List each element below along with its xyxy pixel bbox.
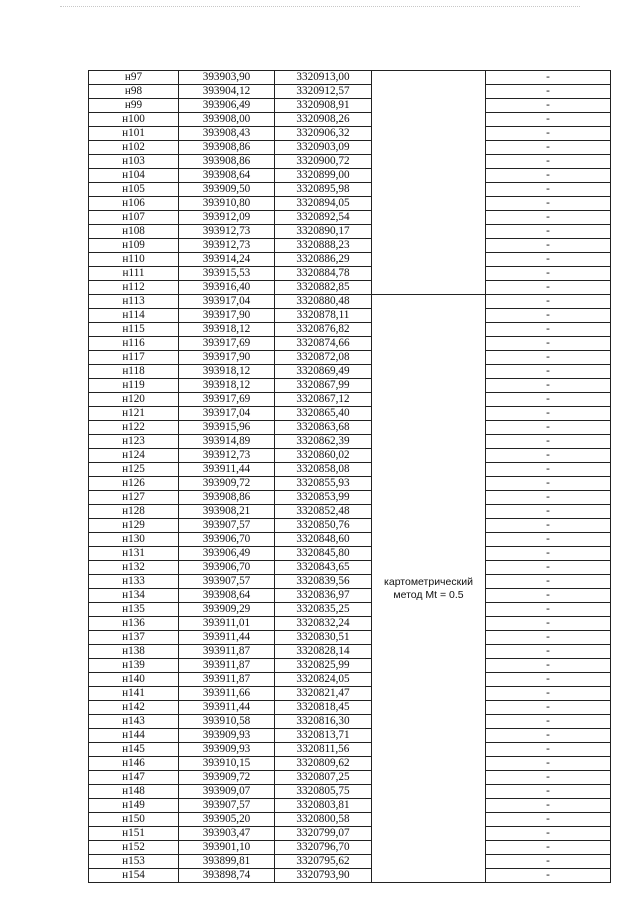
table-row xyxy=(89,225,611,239)
y-coordinate-cell: 3320862,39 xyxy=(275,435,372,449)
table-row xyxy=(89,589,611,603)
x-coordinate-cell: 393911,87 xyxy=(179,673,275,687)
point-id-cell: н111 xyxy=(89,267,179,281)
table-row xyxy=(89,701,611,715)
table-row xyxy=(89,141,611,155)
point-id-cell: н100 xyxy=(89,113,179,127)
x-coordinate-cell: 393911,66 xyxy=(179,687,275,701)
note-cell: - xyxy=(486,799,611,813)
point-id-cell: н122 xyxy=(89,421,179,435)
note-cell: - xyxy=(486,393,611,407)
x-coordinate-cell: 393908,86 xyxy=(179,155,275,169)
note-cell: - xyxy=(486,141,611,155)
point-id-cell: н108 xyxy=(89,225,179,239)
x-coordinate-cell: 393909,07 xyxy=(179,785,275,799)
y-coordinate-cell: 3320853,99 xyxy=(275,491,372,505)
point-id-cell: н154 xyxy=(89,869,179,883)
y-coordinate-cell: 3320816,30 xyxy=(275,715,372,729)
table-row xyxy=(89,127,611,141)
y-coordinate-cell: 3320843,65 xyxy=(275,561,372,575)
x-coordinate-cell: 393901,10 xyxy=(179,841,275,855)
y-coordinate-cell: 3320908,26 xyxy=(275,113,372,127)
note-cell: - xyxy=(486,631,611,645)
y-coordinate-cell: 3320884,78 xyxy=(275,267,372,281)
x-coordinate-cell: 393917,69 xyxy=(179,337,275,351)
point-id-cell: н135 xyxy=(89,603,179,617)
note-cell: - xyxy=(486,589,611,603)
point-id-cell: н145 xyxy=(89,743,179,757)
x-coordinate-cell: 393903,90 xyxy=(179,71,275,85)
table-row xyxy=(89,757,611,771)
x-coordinate-cell: 393910,15 xyxy=(179,757,275,771)
y-coordinate-cell: 3320903,09 xyxy=(275,141,372,155)
point-id-cell: н114 xyxy=(89,309,179,323)
point-id-cell: н115 xyxy=(89,323,179,337)
table-row xyxy=(89,407,611,421)
note-cell: - xyxy=(486,869,611,883)
x-coordinate-cell: 393917,90 xyxy=(179,309,275,323)
y-coordinate-cell: 3320821,47 xyxy=(275,687,372,701)
note-cell: - xyxy=(486,617,611,631)
x-coordinate-cell: 393911,01 xyxy=(179,617,275,631)
point-id-cell: н131 xyxy=(89,547,179,561)
x-coordinate-cell: 393911,87 xyxy=(179,645,275,659)
x-coordinate-cell: 393908,64 xyxy=(179,589,275,603)
x-coordinate-cell: 393915,96 xyxy=(179,421,275,435)
note-cell: - xyxy=(486,827,611,841)
x-coordinate-cell: 393909,29 xyxy=(179,603,275,617)
note-cell: - xyxy=(486,295,611,309)
y-coordinate-cell: 3320796,70 xyxy=(275,841,372,855)
table-row xyxy=(89,673,611,687)
x-coordinate-cell: 393917,90 xyxy=(179,351,275,365)
note-cell: - xyxy=(486,211,611,225)
y-coordinate-cell: 3320895,98 xyxy=(275,183,372,197)
note-cell: - xyxy=(486,743,611,757)
note-cell: - xyxy=(486,421,611,435)
point-id-cell: н109 xyxy=(89,239,179,253)
table-row xyxy=(89,519,611,533)
y-coordinate-cell: 3320852,48 xyxy=(275,505,372,519)
x-coordinate-cell: 393907,57 xyxy=(179,799,275,813)
y-coordinate-cell: 3320912,57 xyxy=(275,85,372,99)
table-row xyxy=(89,533,611,547)
note-cell: - xyxy=(486,253,611,267)
x-coordinate-cell: 393917,04 xyxy=(179,295,275,309)
point-id-cell: н150 xyxy=(89,813,179,827)
table-row xyxy=(89,715,611,729)
y-coordinate-cell: 3320825,99 xyxy=(275,659,372,673)
x-coordinate-cell: 393908,86 xyxy=(179,141,275,155)
x-coordinate-cell: 393906,70 xyxy=(179,561,275,575)
point-id-cell: н107 xyxy=(89,211,179,225)
point-id-cell: н142 xyxy=(89,701,179,715)
note-cell: - xyxy=(486,183,611,197)
table-row xyxy=(89,239,611,253)
table-row xyxy=(89,603,611,617)
y-coordinate-cell: 3320807,25 xyxy=(275,771,372,785)
table-row xyxy=(89,421,611,435)
note-cell: - xyxy=(486,435,611,449)
y-coordinate-cell: 3320795,62 xyxy=(275,855,372,869)
note-cell: - xyxy=(486,169,611,183)
table-row xyxy=(89,295,611,309)
x-coordinate-cell: 393909,50 xyxy=(179,183,275,197)
y-coordinate-cell: 3320828,14 xyxy=(275,645,372,659)
table-row xyxy=(89,281,611,295)
point-id-cell: н151 xyxy=(89,827,179,841)
x-coordinate-cell: 393918,12 xyxy=(179,323,275,337)
point-id-cell: н121 xyxy=(89,407,179,421)
point-id-cell: н105 xyxy=(89,183,179,197)
table-row xyxy=(89,379,611,393)
table-row xyxy=(89,645,611,659)
y-coordinate-cell: 3320882,85 xyxy=(275,281,372,295)
y-coordinate-cell: 3320908,91 xyxy=(275,99,372,113)
y-coordinate-cell: 3320869,49 xyxy=(275,365,372,379)
point-id-cell: н138 xyxy=(89,645,179,659)
point-id-cell: н99 xyxy=(89,99,179,113)
y-coordinate-cell: 3320805,75 xyxy=(275,785,372,799)
note-cell: - xyxy=(486,477,611,491)
note-cell: - xyxy=(486,771,611,785)
y-coordinate-cell: 3320906,32 xyxy=(275,127,372,141)
x-coordinate-cell: 393904,12 xyxy=(179,85,275,99)
note-cell: - xyxy=(486,365,611,379)
table-row xyxy=(89,771,611,785)
note-cell: - xyxy=(486,491,611,505)
table-row xyxy=(89,183,611,197)
table-row xyxy=(89,547,611,561)
point-id-cell: н146 xyxy=(89,757,179,771)
scan-artifact-line xyxy=(60,6,580,11)
coordinates-table xyxy=(88,70,611,883)
note-cell: - xyxy=(486,113,611,127)
table-row xyxy=(89,197,611,211)
note-cell: - xyxy=(486,155,611,169)
point-id-cell: н98 xyxy=(89,85,179,99)
note-cell: - xyxy=(486,659,611,673)
table-row xyxy=(89,505,611,519)
point-id-cell: н113 xyxy=(89,295,179,309)
note-cell: - xyxy=(486,225,611,239)
x-coordinate-cell: 393908,64 xyxy=(179,169,275,183)
y-coordinate-cell: 3320880,48 xyxy=(275,295,372,309)
y-coordinate-cell: 3320800,58 xyxy=(275,813,372,827)
point-id-cell: н139 xyxy=(89,659,179,673)
table-row xyxy=(89,169,611,183)
note-cell: - xyxy=(486,547,611,561)
point-id-cell: н133 xyxy=(89,575,179,589)
x-coordinate-cell: 393915,53 xyxy=(179,267,275,281)
point-id-cell: н118 xyxy=(89,365,179,379)
note-cell: - xyxy=(486,729,611,743)
table-row xyxy=(89,729,611,743)
note-cell: - xyxy=(486,407,611,421)
note-cell: - xyxy=(486,785,611,799)
note-cell: - xyxy=(486,197,611,211)
y-coordinate-cell: 3320874,66 xyxy=(275,337,372,351)
note-cell: - xyxy=(486,463,611,477)
point-id-cell: н123 xyxy=(89,435,179,449)
y-coordinate-cell: 3320813,71 xyxy=(275,729,372,743)
point-id-cell: н149 xyxy=(89,799,179,813)
y-coordinate-cell: 3320872,08 xyxy=(275,351,372,365)
x-coordinate-cell: 393907,57 xyxy=(179,575,275,589)
x-coordinate-cell: 393910,80 xyxy=(179,197,275,211)
point-id-cell: н102 xyxy=(89,141,179,155)
y-coordinate-cell: 3320835,25 xyxy=(275,603,372,617)
note-cell: - xyxy=(486,449,611,463)
note-cell: - xyxy=(486,533,611,547)
y-coordinate-cell: 3320863,68 xyxy=(275,421,372,435)
x-coordinate-cell: 393918,12 xyxy=(179,379,275,393)
x-coordinate-cell: 393908,43 xyxy=(179,127,275,141)
note-cell: - xyxy=(486,687,611,701)
table-row xyxy=(89,813,611,827)
y-coordinate-cell: 3320818,45 xyxy=(275,701,372,715)
note-cell: - xyxy=(486,715,611,729)
y-coordinate-cell: 3320878,11 xyxy=(275,309,372,323)
point-id-cell: н101 xyxy=(89,127,179,141)
x-coordinate-cell: 393908,86 xyxy=(179,491,275,505)
x-coordinate-cell: 393906,49 xyxy=(179,547,275,561)
x-coordinate-cell: 393908,00 xyxy=(179,113,275,127)
point-id-cell: н119 xyxy=(89,379,179,393)
point-id-cell: н140 xyxy=(89,673,179,687)
table-row xyxy=(89,337,611,351)
y-coordinate-cell: 3320839,56 xyxy=(275,575,372,589)
x-coordinate-cell: 393906,70 xyxy=(179,533,275,547)
note-cell: - xyxy=(486,673,611,687)
coordinates-table-body xyxy=(89,71,611,883)
table-row xyxy=(89,365,611,379)
table-row xyxy=(89,351,611,365)
y-coordinate-cell: 3320899,00 xyxy=(275,169,372,183)
point-id-cell: н129 xyxy=(89,519,179,533)
x-coordinate-cell: 393916,40 xyxy=(179,281,275,295)
point-id-cell: н116 xyxy=(89,337,179,351)
x-coordinate-cell: 393917,69 xyxy=(179,393,275,407)
point-id-cell: н136 xyxy=(89,617,179,631)
table-row xyxy=(89,575,611,589)
y-coordinate-cell: 3320824,05 xyxy=(275,673,372,687)
coordinates-table-container xyxy=(88,70,610,883)
point-id-cell: н144 xyxy=(89,729,179,743)
point-id-cell: н143 xyxy=(89,715,179,729)
note-cell: - xyxy=(486,337,611,351)
table-row xyxy=(89,309,611,323)
point-id-cell: н106 xyxy=(89,197,179,211)
note-cell: - xyxy=(486,855,611,869)
point-id-cell: н137 xyxy=(89,631,179,645)
note-cell: - xyxy=(486,645,611,659)
table-row xyxy=(89,71,611,85)
x-coordinate-cell: 393908,21 xyxy=(179,505,275,519)
x-coordinate-cell: 393914,24 xyxy=(179,253,275,267)
x-coordinate-cell: 393911,44 xyxy=(179,463,275,477)
note-cell: - xyxy=(486,603,611,617)
x-coordinate-cell: 393909,72 xyxy=(179,477,275,491)
point-id-cell: н103 xyxy=(89,155,179,169)
y-coordinate-cell: 3320886,29 xyxy=(275,253,372,267)
y-coordinate-cell: 3320867,99 xyxy=(275,379,372,393)
x-coordinate-cell: 393906,49 xyxy=(179,99,275,113)
table-row xyxy=(89,491,611,505)
table-row xyxy=(89,799,611,813)
point-id-cell: н147 xyxy=(89,771,179,785)
table-row xyxy=(89,617,611,631)
note-cell: - xyxy=(486,323,611,337)
y-coordinate-cell: 3320850,76 xyxy=(275,519,372,533)
x-coordinate-cell: 393903,47 xyxy=(179,827,275,841)
point-id-cell: н126 xyxy=(89,477,179,491)
y-coordinate-cell: 3320865,40 xyxy=(275,407,372,421)
y-coordinate-cell: 3320848,60 xyxy=(275,533,372,547)
table-row xyxy=(89,687,611,701)
note-cell: - xyxy=(486,351,611,365)
point-id-cell: н132 xyxy=(89,561,179,575)
y-coordinate-cell: 3320855,93 xyxy=(275,477,372,491)
note-cell: - xyxy=(486,841,611,855)
note-cell: - xyxy=(486,281,611,295)
x-coordinate-cell: 393907,57 xyxy=(179,519,275,533)
y-coordinate-cell: 3320858,08 xyxy=(275,463,372,477)
y-coordinate-cell: 3320830,51 xyxy=(275,631,372,645)
table-row xyxy=(89,449,611,463)
y-coordinate-cell: 3320860,02 xyxy=(275,449,372,463)
point-id-cell: н152 xyxy=(89,841,179,855)
table-row xyxy=(89,323,611,337)
point-id-cell: н97 xyxy=(89,71,179,85)
table-row xyxy=(89,561,611,575)
table-row xyxy=(89,155,611,169)
table-row xyxy=(89,743,611,757)
y-coordinate-cell: 3320836,97 xyxy=(275,589,372,603)
point-id-cell: н130 xyxy=(89,533,179,547)
x-coordinate-cell: 393917,04 xyxy=(179,407,275,421)
x-coordinate-cell: 393912,73 xyxy=(179,225,275,239)
point-id-cell: н134 xyxy=(89,589,179,603)
point-id-cell: н110 xyxy=(89,253,179,267)
x-coordinate-cell: 393912,09 xyxy=(179,211,275,225)
point-id-cell: н141 xyxy=(89,687,179,701)
x-coordinate-cell: 393914,89 xyxy=(179,435,275,449)
table-row xyxy=(89,211,611,225)
note-cell: - xyxy=(486,519,611,533)
y-coordinate-cell: 3320811,56 xyxy=(275,743,372,757)
point-id-cell: н125 xyxy=(89,463,179,477)
x-coordinate-cell: 393911,44 xyxy=(179,631,275,645)
y-coordinate-cell: 3320900,72 xyxy=(275,155,372,169)
table-row xyxy=(89,841,611,855)
table-row xyxy=(89,631,611,645)
note-cell: - xyxy=(486,757,611,771)
table-row xyxy=(89,99,611,113)
note-cell: - xyxy=(486,267,611,281)
table-row xyxy=(89,827,611,841)
point-id-cell: н117 xyxy=(89,351,179,365)
y-coordinate-cell: 3320793,90 xyxy=(275,869,372,883)
x-coordinate-cell: 393899,81 xyxy=(179,855,275,869)
x-coordinate-cell: 393911,44 xyxy=(179,701,275,715)
point-id-cell: н104 xyxy=(89,169,179,183)
x-coordinate-cell: 393911,87 xyxy=(179,659,275,673)
x-coordinate-cell: 393909,93 xyxy=(179,729,275,743)
point-id-cell: н124 xyxy=(89,449,179,463)
table-row xyxy=(89,85,611,99)
point-id-cell: н128 xyxy=(89,505,179,519)
y-coordinate-cell: 3320892,54 xyxy=(275,211,372,225)
table-row xyxy=(89,253,611,267)
y-coordinate-cell: 3320867,12 xyxy=(275,393,372,407)
x-coordinate-cell: 393912,73 xyxy=(179,449,275,463)
table-row xyxy=(89,869,611,883)
point-id-cell: н112 xyxy=(89,281,179,295)
table-row xyxy=(89,393,611,407)
method-cell-block-2: картометрический метод Mt = 0.5 xyxy=(372,295,486,883)
table-row xyxy=(89,463,611,477)
y-coordinate-cell: 3320890,17 xyxy=(275,225,372,239)
x-coordinate-cell: 393910,58 xyxy=(179,715,275,729)
y-coordinate-cell: 3320888,23 xyxy=(275,239,372,253)
note-cell: - xyxy=(486,85,611,99)
note-cell: - xyxy=(486,99,611,113)
x-coordinate-cell: 393912,73 xyxy=(179,239,275,253)
x-coordinate-cell: 393909,72 xyxy=(179,771,275,785)
note-cell: - xyxy=(486,127,611,141)
note-cell: - xyxy=(486,309,611,323)
table-row xyxy=(89,659,611,673)
point-id-cell: н120 xyxy=(89,393,179,407)
table-row xyxy=(89,785,611,799)
table-row xyxy=(89,477,611,491)
x-coordinate-cell: 393898,74 xyxy=(179,869,275,883)
note-cell: - xyxy=(486,561,611,575)
y-coordinate-cell: 3320799,07 xyxy=(275,827,372,841)
y-coordinate-cell: 3320876,82 xyxy=(275,323,372,337)
note-cell: - xyxy=(486,575,611,589)
point-id-cell: н127 xyxy=(89,491,179,505)
y-coordinate-cell: 3320832,24 xyxy=(275,617,372,631)
y-coordinate-cell: 3320803,81 xyxy=(275,799,372,813)
note-cell: - xyxy=(486,701,611,715)
y-coordinate-cell: 3320913,00 xyxy=(275,71,372,85)
x-coordinate-cell: 393918,12 xyxy=(179,365,275,379)
note-cell: - xyxy=(486,379,611,393)
table-row xyxy=(89,113,611,127)
note-cell: - xyxy=(486,71,611,85)
point-id-cell: н153 xyxy=(89,855,179,869)
y-coordinate-cell: 3320894,05 xyxy=(275,197,372,211)
y-coordinate-cell: 3320809,62 xyxy=(275,757,372,771)
table-row xyxy=(89,435,611,449)
method-cell-block-1 xyxy=(372,71,486,295)
note-cell: - xyxy=(486,813,611,827)
point-id-cell: н148 xyxy=(89,785,179,799)
x-coordinate-cell: 393905,20 xyxy=(179,813,275,827)
x-coordinate-cell: 393909,93 xyxy=(179,743,275,757)
table-row xyxy=(89,855,611,869)
note-cell: - xyxy=(486,505,611,519)
table-row xyxy=(89,267,611,281)
y-coordinate-cell: 3320845,80 xyxy=(275,547,372,561)
note-cell: - xyxy=(486,239,611,253)
